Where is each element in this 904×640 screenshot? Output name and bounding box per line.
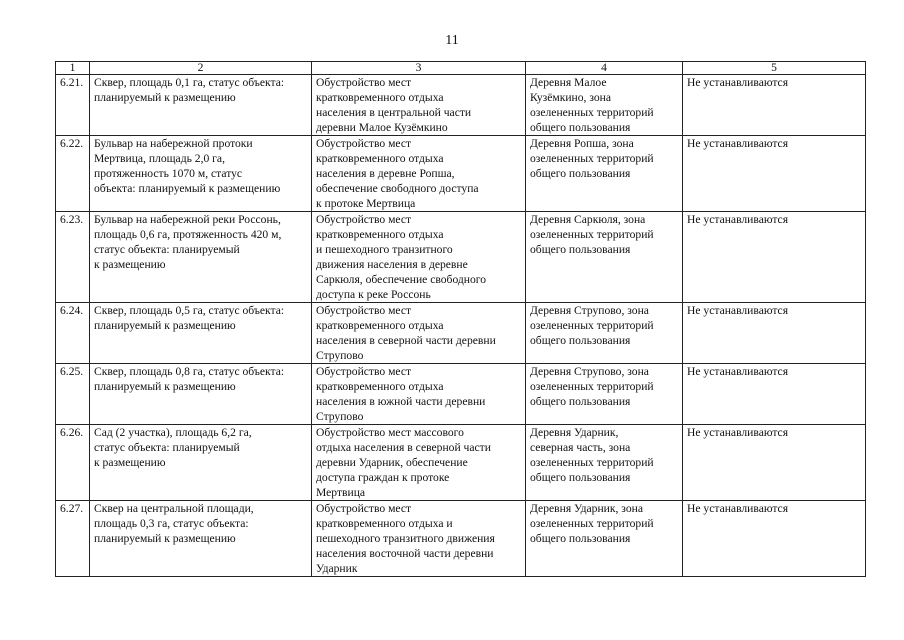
- purpose-cell: Обустройство мест массового отдыха населения в северной части деревни Ударник, обеспечение доступа граждан к протоке Мертвица: [312, 425, 526, 501]
- object-cell: Сквер, площадь 0,5 га, статус объекта: планируемый к размещению: [90, 303, 312, 364]
- zone-cell: Не устанавливаются: [683, 501, 866, 577]
- object-cell: Сад (2 участка), площадь 6,2 га, статус объекта: планируемый к размещению: [90, 425, 312, 501]
- row-number-cell: 6.26.: [56, 425, 90, 501]
- column-header: 5: [683, 62, 866, 75]
- object-cell: Сквер на центральной площади, площадь 0,3 га, статус объекта: планируемый к размещению: [90, 501, 312, 577]
- object-cell: Бульвар на набережной протоки Мертвица, площадь 2,0 га, протяженность 1070 м, статус объекта: планируемый к размещению: [90, 136, 312, 212]
- location-cell: Деревня Ударник, зона озелененных территорий общего пользования: [526, 501, 683, 577]
- object-cell: Сквер, площадь 0,8 га, статус объекта: планируемый к размещению: [90, 364, 312, 425]
- object-cell: Бульвар на набережной реки Россонь, площадь 0,6 га, протяженность 420 м, статус объекта: планируемый к размещению: [90, 212, 312, 303]
- object-cell: Сквер, площадь 0,1 га, статус объекта: планируемый к размещению: [90, 75, 312, 136]
- location-cell: Деревня Ропша, зона озелененных территорий общего пользования: [526, 136, 683, 212]
- zone-cell: Не устанавливаются: [683, 136, 866, 212]
- page-number: 11: [445, 33, 459, 48]
- purpose-cell: Обустройство мест кратковременного отдыха населения в северной части деревни Струпово: [312, 303, 526, 364]
- column-header: 3: [312, 62, 526, 75]
- purpose-cell: Обустройство мест кратковременного отдыха населения в южной части деревни Струпово: [312, 364, 526, 425]
- zone-cell: Не устанавливаются: [683, 364, 866, 425]
- table-row: [56, 501, 866, 577]
- row-number-cell: 6.27.: [56, 501, 90, 577]
- location-cell: Деревня Ударник, северная часть, зона озелененных территорий общего пользования: [526, 425, 683, 501]
- location-cell: Деревня Струпово, зона озелененных территорий общего пользования: [526, 303, 683, 364]
- row-number-cell: 6.24.: [56, 303, 90, 364]
- zone-cell: Не устанавливаются: [683, 75, 866, 136]
- row-number-cell: 6.23.: [56, 212, 90, 303]
- purpose-cell: Обустройство мест кратковременного отдыха и пешеходного транзитного движения населения восточной части деревни Ударник: [312, 501, 526, 577]
- location-cell: Деревня Малое Кузёмкино, зона озелененных территорий общего пользования: [526, 75, 683, 136]
- location-cell: Деревня Саркюля, зона озелененных территорий общего пользования: [526, 212, 683, 303]
- table-body: [56, 75, 866, 577]
- row-number-cell: 6.21.: [56, 75, 90, 136]
- row-number-cell: 6.25.: [56, 364, 90, 425]
- purpose-cell: Обустройство мест кратковременного отдыха и пешеходного транзитного движения населения в деревне Саркюля, обеспечение свободного доступа к реке Россонь: [312, 212, 526, 303]
- purpose-cell: Обустройство мест кратковременного отдыха населения в центральной части деревни Малое Кузёмкино: [312, 75, 526, 136]
- table-row: [56, 425, 866, 501]
- zone-cell: Не устанавливаются: [683, 425, 866, 501]
- table-row: [56, 75, 866, 136]
- zone-cell: Не устанавливаются: [683, 303, 866, 364]
- column-header: 4: [526, 62, 683, 75]
- table-row: [56, 303, 866, 364]
- column-header: 1: [56, 62, 90, 75]
- table-row: [56, 136, 866, 212]
- table-header-row: [56, 62, 866, 75]
- column-header: 2: [90, 62, 312, 75]
- location-cell: Деревня Струпово, зона озелененных территорий общего пользования: [526, 364, 683, 425]
- row-number-cell: 6.22.: [56, 136, 90, 212]
- data-table: [55, 61, 866, 577]
- purpose-cell: Обустройство мест кратковременного отдыха населения в деревне Ропша, обеспечение свободного доступа к протоке Мертвица: [312, 136, 526, 212]
- table-row: [56, 212, 866, 303]
- zone-cell: Не устанавливаются: [683, 212, 866, 303]
- table-row: [56, 364, 866, 425]
